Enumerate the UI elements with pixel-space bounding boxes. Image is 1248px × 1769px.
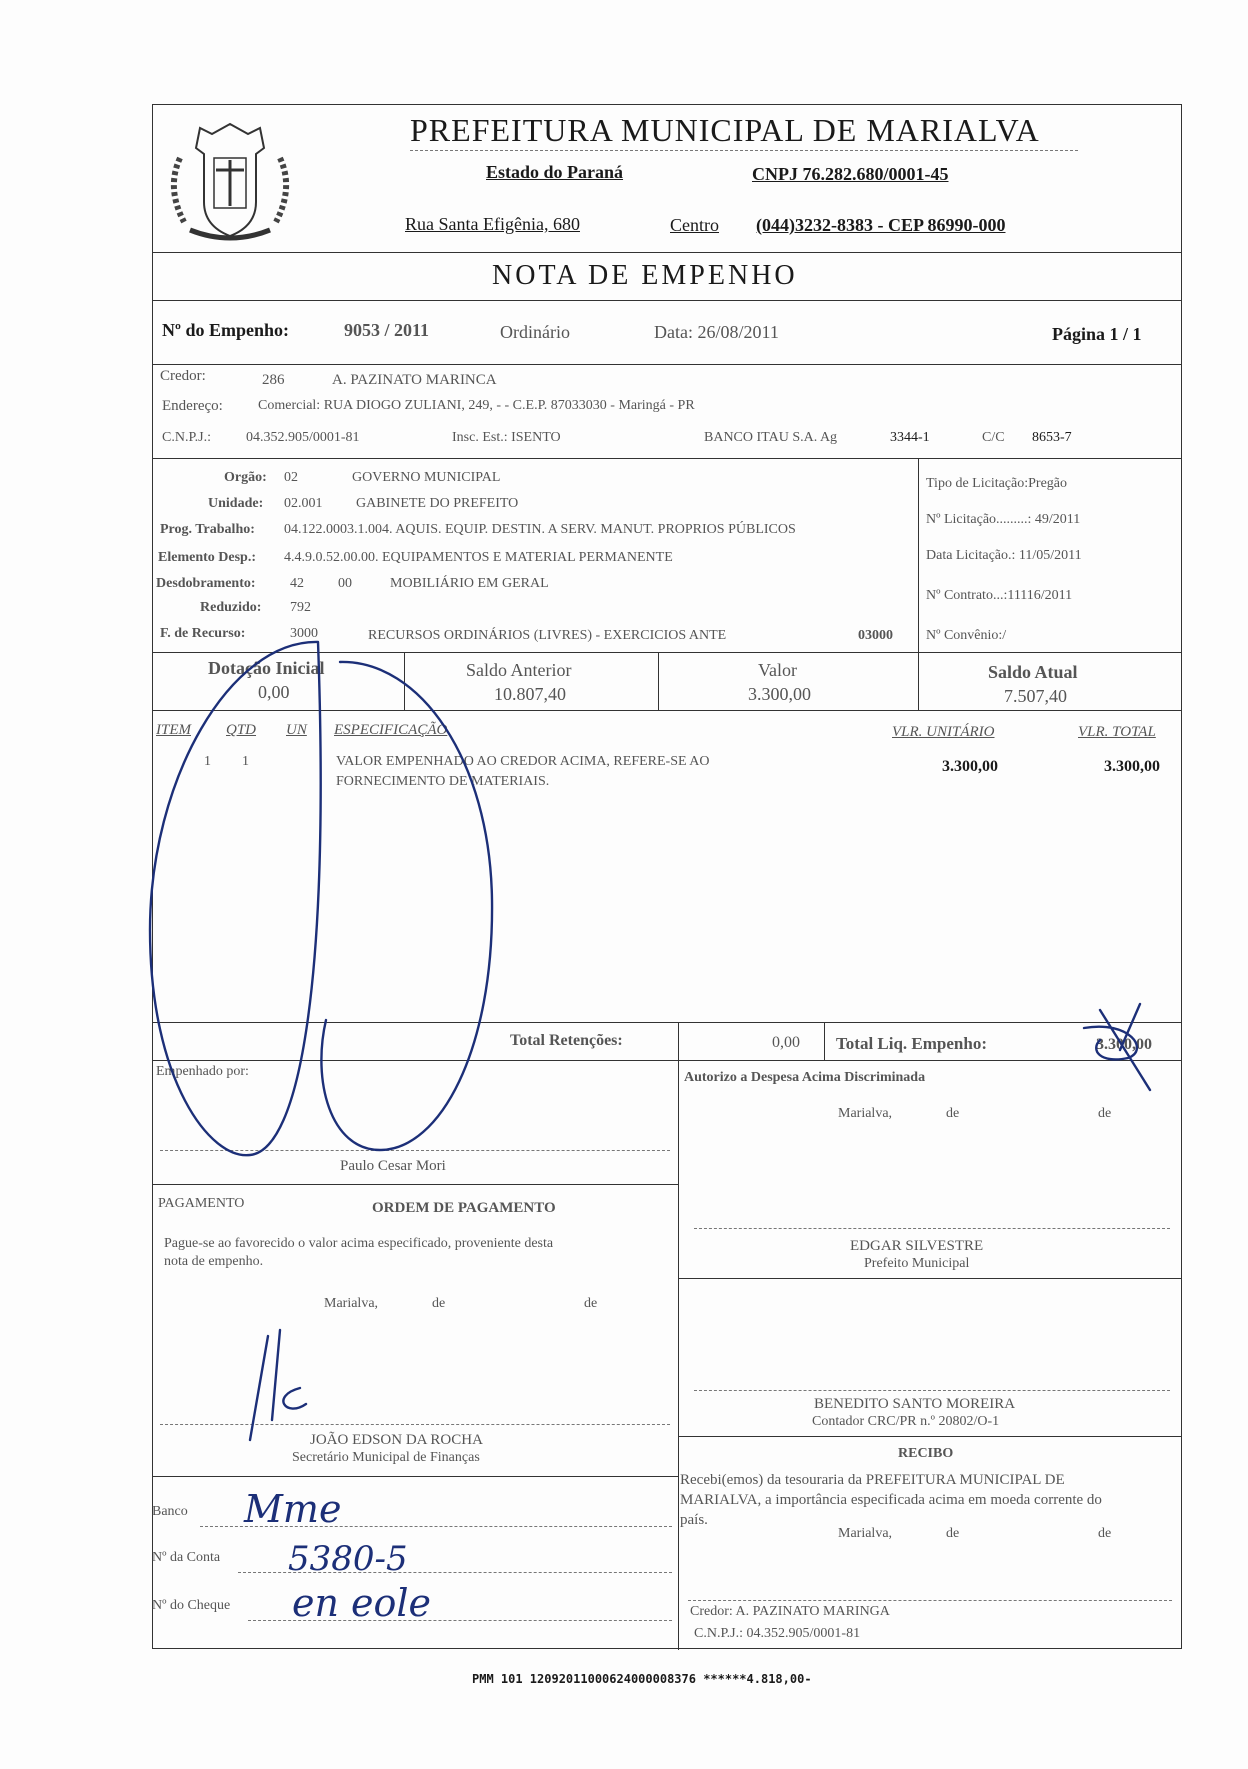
autorizo-de1: de (946, 1106, 960, 1121)
document-title: NOTA DE EMPENHO (492, 260, 798, 291)
unidade-label: Unidade: (208, 496, 264, 511)
contador-role: Contador CRC/PR n.º 20802/O-1 (812, 1414, 1000, 1429)
row-qtd: 1 (242, 754, 249, 769)
row-total-value: 3.300,00 (1104, 758, 1160, 775)
saldo-anterior-label: Saldo Anterior (466, 660, 572, 680)
dotacao-label: Dotação Inicial (208, 658, 325, 678)
licitacao-contrato: Nº Contrato...:11116/2011 (926, 588, 1073, 603)
credor-bank: BANCO ITAU S.A. Ag (704, 430, 838, 445)
col-item: ITEM (156, 722, 191, 738)
recurso-label: F. de Recurso: (160, 626, 246, 641)
credor-cc-label: C/C (982, 430, 1005, 445)
saldo-atual-value: 7.507,40 (1004, 686, 1067, 706)
reduzido-label: Reduzido: (200, 600, 262, 615)
empenho-number: 9053 / 2011 (344, 320, 430, 340)
valor-label: Valor (758, 660, 797, 680)
empenhado-name: Paulo Cesar Mori (340, 1158, 446, 1174)
banco-label: Banco (152, 1504, 188, 1519)
licitacao-tipo: Tipo de Licitação:Pregão (926, 476, 1068, 491)
dotacao-value: 0,00 (258, 682, 290, 702)
prog-label: Prog. Trabalho: (160, 522, 255, 537)
row-item: 1 (204, 754, 211, 769)
desdob-value: MOBILIÁRIO EM GERAL (390, 576, 549, 591)
cheque-handwritten: en eole (292, 1581, 432, 1625)
saldo-anterior-value: 10.807,40 (494, 684, 566, 704)
header-title: PREFEITURA MUNICIPAL DE MARIALVA (410, 112, 1040, 148)
prefeito-name: EDGAR SILVESTRE (850, 1238, 984, 1254)
licitacao-data: Data Licitação.: 11/05/2011 (926, 548, 1082, 563)
recibo-de1: de (946, 1526, 960, 1541)
recibo-cnpj: C.N.P.J.: 04.352.905/0001-81 (694, 1626, 861, 1641)
header-district: Centro (670, 215, 719, 235)
col-un: UN (286, 722, 307, 738)
recibo-label: RECIBO (898, 1446, 954, 1461)
liquido-value: 3.300,00 (1096, 1036, 1152, 1053)
recurso-code: 3000 (290, 626, 318, 641)
signature-initials-icon (250, 1330, 306, 1440)
row-spec-line2: FORNECIMENTO DE MATERIAIS. (336, 774, 550, 789)
empenhado-label: Empenhado por: (156, 1064, 249, 1079)
elemento-value: 4.4.9.0.52.00.00. EQUIPAMENTOS E MATERIAL PERMANENTE (284, 550, 673, 565)
header-address: Rua Santa Efigênia, 680 (405, 214, 580, 234)
col-qtd: QTD (226, 722, 257, 738)
credor-name: A. PAZINATO MARINCA (332, 372, 497, 388)
header-cnpj: CNPJ 76.282.680/0001-45 (752, 164, 949, 184)
licitacao-convenio: Nº Convênio:/ (926, 628, 1007, 643)
footer-code: PMM 101 12092011000624000008376 ******4.818,00- (472, 1672, 812, 1686)
prog-value: 04.122.0003.1.004. AQUIS. EQUIP. DESTIN. A SERV. MANUT. PROPRIOS PÚBLICOS (284, 522, 796, 537)
credor-label: Credor: (160, 368, 206, 384)
unidade-code: 02.001 (284, 496, 323, 511)
recibo-text2: MARIALVA, a importância especificada acima em moeda corrente do (680, 1492, 1102, 1508)
signature-mark-icon (1084, 1004, 1150, 1090)
unidade-name: GABINETE DO PREFEITO (356, 496, 519, 511)
contador-name: BENEDITO SANTO MOREIRA (814, 1396, 1016, 1412)
pagamento-text1: Pague-se ao favorecido o valor acima especificado, proveniente desta (164, 1236, 554, 1251)
cheque-label: Nº do Cheque (152, 1598, 231, 1613)
col-vlr-total: VLR. TOTAL (1078, 724, 1156, 740)
valor-value: 3.300,00 (748, 684, 811, 704)
pagamento-de2: de (584, 1296, 598, 1311)
empenho-page: Página 1 / 1 (1052, 324, 1142, 344)
saldo-atual-label: Saldo Atual (988, 662, 1078, 682)
orgao-code: 02 (284, 470, 298, 485)
credor-insc: Insc. Est.: ISENTO (452, 430, 561, 445)
recibo-credor: Credor: A. PAZINATO MARINGA (690, 1604, 890, 1619)
retencoes-value: 0,00 (772, 1034, 800, 1051)
recibo-text3: país. (680, 1512, 708, 1528)
col-especificacao: ESPECIFICAÇÃO (334, 722, 448, 738)
col-vlr-unitario: VLR. UNITÁRIO (892, 724, 995, 740)
banco-handwritten: Mme (244, 1487, 342, 1531)
liquido-label: Total Liq. Empenho: (836, 1034, 987, 1053)
credor-code: 286 (262, 372, 285, 388)
header-phone-cep: (044)3232-8383 - CEP 86990-000 (756, 215, 1006, 235)
secretario-name: JOÃO EDSON DA ROCHA (310, 1432, 483, 1448)
pagamento-de1: de (432, 1296, 446, 1311)
recibo-de2: de (1098, 1526, 1112, 1541)
reduzido-value: 792 (290, 600, 311, 615)
autorizo-de2: de (1098, 1106, 1112, 1121)
header-state: Estado do Paraná (486, 162, 624, 182)
conta-label: Nº da Conta (152, 1550, 221, 1565)
row-spec-line1: VALOR EMPENHADO AO CREDOR ACIMA, REFERE-SE AO (336, 754, 710, 769)
desdob-a: 42 (290, 576, 304, 591)
orgao-name: GOVERNO MUNICIPAL (352, 470, 501, 485)
address-label: Endereço: (162, 398, 223, 414)
ordem-pagamento: ORDEM DE PAGAMENTO (372, 1200, 556, 1216)
secretario-role: Secretário Municipal de Finanças (292, 1450, 480, 1465)
autorizo-city: Marialva, (838, 1106, 893, 1121)
empenho-number-label: Nº do Empenho: (162, 320, 289, 340)
empenho-type: Ordinário (500, 322, 570, 342)
credor-cnpj: 04.352.905/0001-81 (246, 430, 360, 445)
retencoes-label: Total Retenções: (510, 1032, 623, 1049)
credor-agency: 3344-1 (890, 430, 930, 445)
credor-address: Comercial: RUA DIOGO ZULIANI, 249, - - C.E.P. 87033030 - Maringá - PR (258, 398, 695, 413)
desdob-label: Desdobramento: (156, 576, 256, 591)
pagamento-label: PAGAMENTO (158, 1196, 245, 1211)
cnpj-label: C.N.P.J.: (162, 430, 212, 445)
prefeito-role: Prefeito Municipal (864, 1256, 970, 1271)
desdob-b: 00 (338, 576, 352, 591)
recibo-text1: Recebi(emos) da tesouraria da PREFEITURA MUNICIPAL DE (680, 1472, 1065, 1488)
signature-loop-icon (321, 662, 492, 1150)
empenho-date: Data: 26/08/2011 (654, 322, 779, 342)
pagamento-city: Marialva, (324, 1296, 379, 1311)
signature-loop-icon (150, 642, 321, 1155)
elemento-label: Elemento Desp.: (158, 550, 256, 565)
autorizo-label: Autorizo a Despesa Acima Discriminada (684, 1070, 926, 1085)
licitacao-numero: Nº Licitação.........: 49/2011 (926, 512, 1081, 527)
credor-cc: 8653-7 (1032, 430, 1072, 445)
conta-handwritten: 5380-5 (288, 1539, 408, 1579)
recurso-value: RECURSOS ORDINÁRIOS (LIVRES) - EXERCICIOS ANTE (368, 628, 727, 643)
recibo-city: Marialva, (838, 1526, 893, 1541)
orgao-label: Orgão: (224, 470, 267, 485)
row-unit-value: 3.300,00 (942, 758, 998, 775)
pagamento-text2: nota de empenho. (164, 1254, 264, 1269)
recurso-ref: 03000 (858, 628, 893, 643)
